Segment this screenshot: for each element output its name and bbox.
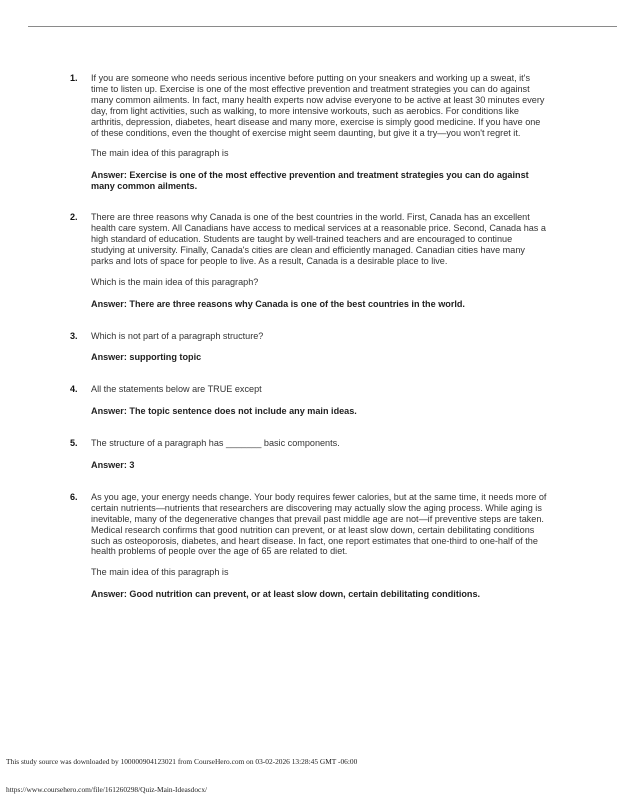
- question-item: [70, 438, 548, 471]
- question-text: The structure of a paragraph has _______ basic components.: [91, 438, 340, 449]
- answer: [91, 352, 548, 363]
- question-number: 3.: [70, 330, 78, 341]
- answer-label: Answer:: [91, 460, 127, 471]
- answer-text: supporting topic: [129, 352, 202, 363]
- answer-label: Answer:: [91, 298, 127, 309]
- question-text: All the statements below are TRUE except: [91, 384, 262, 395]
- answer-label: Answer:: [91, 352, 127, 363]
- answer-text: Good nutrition can prevent, or at least slow down, certain debilitating conditions.: [129, 589, 481, 600]
- question-number: 6.: [70, 491, 78, 502]
- top-divider: [28, 26, 617, 27]
- download-notice: This study source was downloaded by 100000904123021 from CourseHero.com on 03-02-2026 13:28:45 GMT -06:00: [6, 757, 358, 766]
- answer: [91, 589, 548, 600]
- question-text: There are three reasons why Canada is one of the best countries in the world. First, Canada has an excellent health care system. All Canadians have access to medical services at a reasonable price. Second, Canada has a high standard of education. Students are taught by well-trained teachers and are encouraged to continue studying at university. Finally, Canada's cities are clean and efficiently managed. Canadian cities have many parks and lots of space for people to live. As a result, Canada is a desirable place to live.: [91, 212, 546, 266]
- question-prompt: The main idea of this paragraph is: [91, 148, 229, 159]
- question-number: 5.: [70, 438, 78, 449]
- answer-text: The topic sentence does not include any main ideas.: [129, 406, 357, 417]
- question-number: 2.: [70, 212, 78, 223]
- answer: [91, 299, 548, 310]
- answer: [91, 406, 548, 417]
- answer-label: Answer:: [91, 589, 127, 600]
- answer-text: 3: [129, 460, 135, 471]
- question-item: [70, 73, 548, 192]
- answer: [91, 170, 548, 192]
- question-item: [70, 492, 548, 600]
- question-prompt: Which is the main idea of this paragraph?: [91, 276, 259, 287]
- question-item: [70, 384, 548, 417]
- answer-label: Answer:: [91, 170, 127, 181]
- answer-text: There are three reasons why Canada is one of the best countries in the world.: [129, 298, 465, 309]
- source-url-link[interactable]: https://www.coursehero.com/file/161260298/Quiz-Main-Ideasdocx/: [6, 785, 208, 794]
- question-text: If you are someone who needs serious incentive before putting on your sneakers and working up a sweat, it's time to listen up. Exercise is one of the most effective prevention and treatment strategies you can do against many common ailments. In fact, many health experts now advise everyone to be active at least 30 minutes every day, from light activities, such as walking, to more intensive workouts, such as aerobics. For conditions like arthritis, depression, diabetes, heart disease and many more, exercise is simply good medicine. If you have one of these conditions, even the thought of exercise might seem daunting, but give it a try—you won't regret it.: [91, 73, 545, 138]
- answer: [91, 460, 548, 471]
- question-prompt: The main idea of this paragraph is: [91, 567, 229, 578]
- question-text: Which is not part of a paragraph structure?: [91, 330, 264, 341]
- question-item: [70, 331, 548, 364]
- answer-label: Answer:: [91, 406, 127, 417]
- question-number: 4.: [70, 384, 78, 395]
- question-text: As you age, your energy needs change. Your body requires fewer calories, but at the same time, it needs more of certain nutrients—nutrients that researchers are discovering may actually slow the aging process. While aging is inevitable, many of the degenerative changes that prevail past middle age are not—if preventive steps are taken. Medical research confirms that good nutrition can prevent, or at least slow down, certain debilitating conditions such as osteoporosis, diabetes, and heart disease. In fact, one report estimates that one-third to one-half of the health problems of people over the age of 65 are related to diet.: [91, 491, 547, 557]
- question-list: [70, 73, 548, 600]
- question-item: [70, 212, 548, 309]
- question-number: 1.: [70, 73, 78, 83]
- answer-text: Exercise is one of the most effective prevention and treatment strategies you can do against many common ailments.: [91, 170, 529, 192]
